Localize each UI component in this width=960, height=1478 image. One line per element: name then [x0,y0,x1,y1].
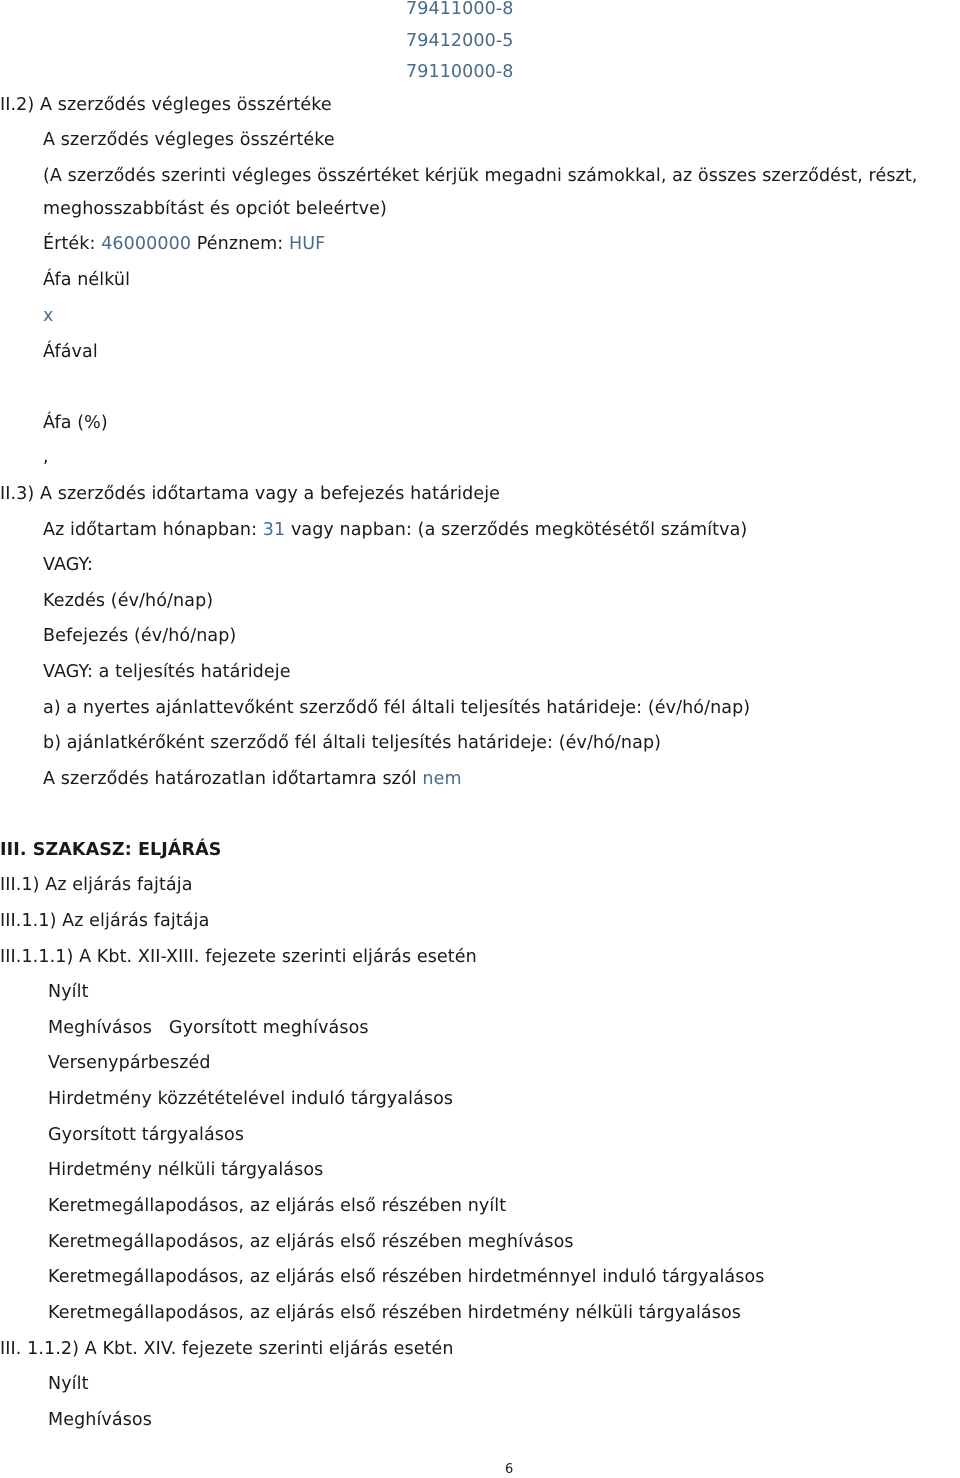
procedure-option: Hirdetmény nélküli tárgyalásos [48,1160,324,1180]
section-heading-ii3: II.3) A szerződés időtartama vagy a befejezés határideje [0,484,501,504]
or-label: VAGY: [43,555,93,575]
heading-iii112: III. 1.1.2) A Kbt. XIV. fejezete szerinti eljárás esetén [0,1339,454,1359]
section-heading-ii2: II.2) A szerződés végleges összértéke [0,95,332,115]
end-date-label: Befejezés (év/hó/nap) [43,626,237,646]
currency-value: HUF [288,234,326,254]
vat-with-label: Áfával [43,342,98,362]
deadline-contractor: a) a nyertes ajánlattevőként szerződő fél általi teljesítés határideje: (év/hó/nap) [43,698,751,718]
currency-label: Pénznem: [196,234,284,254]
procedure-option: Keretmegállapodásos, az eljárás első részében hirdetmény nélküli tárgyalásos [48,1303,741,1323]
indefinite-value: nem [422,769,462,789]
vat-without-label: Áfa nélkül [43,270,131,290]
procedure-option: Versenypárbeszéd [48,1053,211,1073]
procedure-option: Keretmegállapodásos, az eljárás első részében nyílt [48,1196,507,1216]
procedure-option: Nyílt [48,982,89,1002]
procedure-option: Keretmegállapodásos, az eljárás első részében hirdetménnyel induló tárgyalásos [48,1267,765,1287]
deadline-contracting-authority: b) ajánlatkérőként szerződő fél általi teljesítés határideje: (év/hó/nap) [43,733,662,753]
note-text: meghosszabbítást és opciót beleértve) [43,199,387,219]
section-title-iii: III. SZAKASZ: ELJÁRÁS [0,840,222,860]
vat-percent-label: Áfa (%) [43,413,108,433]
duration-prefix: Az időtartam hónapban: [43,520,258,540]
duration-suffix: vagy napban: (a szerződés megkötésétől számítva) [290,520,748,540]
value-line [43,233,325,255]
duration-months: 31 [262,520,286,540]
procedure-option: Meghívásos Gyorsított meghívásos [48,1018,369,1038]
procedure-option: Keretmegállapodásos, az eljárás első részében meghívásos [48,1232,574,1252]
procedure-option: Hirdetmény közzétételével induló tárgyalásos [48,1089,454,1109]
cpv-code: 79411000-8 [406,0,514,19]
indefinite-duration-line [43,768,462,790]
vat-percent-value: , [43,447,49,467]
page-number: 6 [505,1462,514,1477]
procedure-option: Meghívásos [48,1410,152,1430]
procedure-option: Gyorsított tárgyalásos [48,1125,245,1145]
start-date-label: Kezdés (év/hó/nap) [43,591,214,611]
procedure-option: Nyílt [48,1374,89,1394]
subheading-total-value: A szerződés végleges összértéke [43,130,335,150]
vat-without-mark: x [43,306,54,326]
or-deadline-label: VAGY: a teljesítés határideje [43,662,291,682]
heading-iii111: III.1.1.1) A Kbt. XII-XIII. fejezete szerinti eljárás esetén [0,947,477,967]
value-amount: 46000000 [101,234,192,254]
cpv-code: 79412000-5 [406,31,514,51]
heading-iii11: III.1.1) Az eljárás fajtája [0,911,210,931]
indefinite-label: A szerződés határozatlan időtartamra szól [43,769,417,789]
cpv-code: 79110000-8 [406,62,514,82]
heading-iii1: III.1) Az eljárás fajtája [0,875,193,895]
value-label: Érték: [43,234,96,254]
duration-line [43,519,747,541]
note-text: (A szerződés szerinti végleges összértéket kérjük megadni számokkal, az összes szerződést, részt, [43,166,918,186]
